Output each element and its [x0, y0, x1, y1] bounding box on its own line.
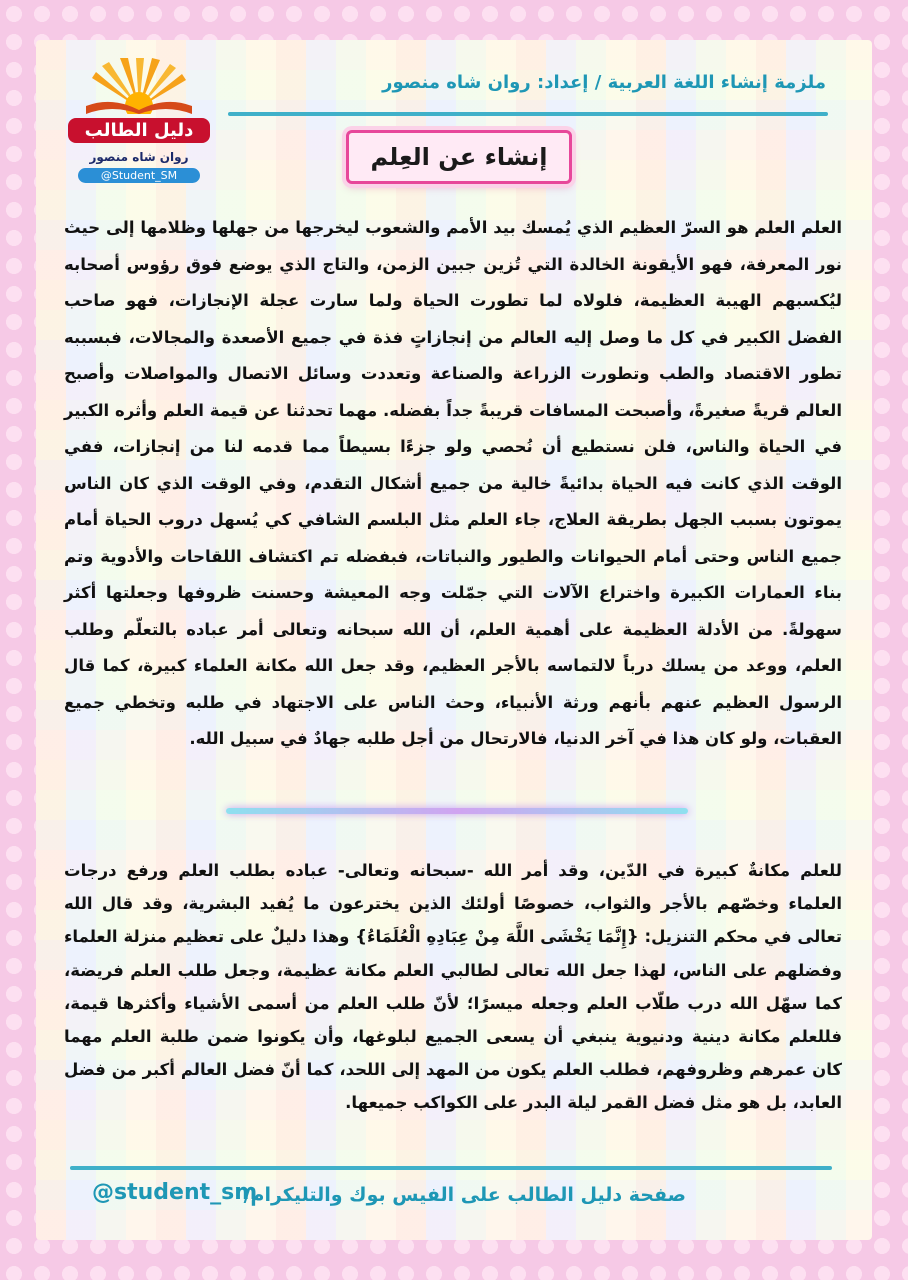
page-title: إنشاء عن العِلم: [370, 143, 548, 171]
logo-author: روان شاه منصور: [89, 150, 189, 164]
logo-title: دليل الطالب: [68, 118, 210, 143]
footer-handle: @student_sm: [92, 1180, 258, 1205]
footer-divider: [70, 1166, 832, 1170]
footer-text: صفحة دليل الطالب على الفيس بوك والتليكرام/: [243, 1184, 686, 1206]
header-divider: [228, 112, 828, 116]
site-logo: [68, 58, 210, 190]
paragraph-2: للعلم مكانةٌ كبيرة في الدّين، وقد أمر الله -سبحانه وتعالى- عباده بطلب العلم ورفع درجات العلماء وخصّهم بالأجر والثواب، خصوصًا أولئك الذين يخترعون ما يُفيد البشرية، وقد قال الله تعالى في محكم التنزيل: {إِنَّمَا يَخْشَى اللَّهَ مِنْ عِبَادِهِ الْعُلَمَاءُ} وهذا دليلٌ على تعظيم منزلة العلماء وفضلهم على الناس، لهذا جعل الله تعالى لطالبي العلم مكانة عظيمة، وجعل طلب العلم فريضة، كما سهّل الله درب طلّاب العلم وجعله ميسرًا؛ لأنّ طلب العلم من أسمى الأشياء وأكثرها قيمة، فللعلم مكانة دينية ودنيوية ينبغي أن يسعى الجميع لبلوغها، وأن يكونوا ضمن طلبة العلم مهما كان عمرهم وظروفهم، فطلب العلم يكون من المهد إلى اللحد، كما أنّ فضل العالم أكبر من فضل العابد، بل هو مثل فضل القمر ليلة البدر على الكواكب جميعها.: [64, 861, 842, 1113]
logo-handle: @Student_SM: [78, 168, 200, 183]
section-divider: [226, 808, 688, 814]
title-frame: [346, 130, 572, 184]
header-title: ملزمة إنشاء اللغة العربية / إعداد: روان شاه منصور: [382, 72, 826, 93]
sun-book-icon: [82, 58, 196, 114]
paragraph-1: العلم العلم هو السرّ العظيم الذي يُمسك بيد الأمم والشعوب ليخرجها من جهلها وظلامها إلى حيث نور المعرفة، فهو الأيقونة الخالدة التي تُزين جبين الزمن، والتاج الذي يوضع فوق رؤوس أصحابه ليُكسبهم الهيبة العظيمة، فلولاه لما تطورت الحياة ولما سارت عجلة الإنجازات، فهو صاحب الفضل الكبير في كل ما وصل إليه العالم من إنجازاتٍ فذة في جميع الأصعدة والمجالات، فبسببه تطور الاقتصاد والطب وتطورت الزراعة والصناعة وتعددت وسائل الاتصال والمواصلات وأصبح العالم قريةً صغيرةً، وأصبحت المسافات قريبةً جداً بفضله. مهما تحدثنا عن قيمة العلم وأثره الكبير في الحياة والناس، فلن نستطيع أن نُحصي ولو جزءًا بسيطاً مما قدمه لنا من إنجازات، ففي الوقت الذي كانت فيه الحياة بدائيةً خالية من جميع أشكال التقدم، وفي الوقت الذي كان الناس يموتون بسبب الجهل بطريقة العلاج، جاء العلم مثل البلسم الشافي كي يُسهل دروب الحياة أمام جميع الناس وحتى أمام الحيوانات والطيور والنباتات، فبفضله تم اكتشاف اللقاحات والأدوية وتم بناء العمارات الكبيرة واختراع الآلات التي جمّلت وجه المعيشة وحسنت ظروفها وجعلتها أكثر سهولةً. من الأدلة العظيمة على أهمية العلم، أن الله سبحانه وتعالى أمر عباده بالتعلّم وطلب العلم، ووعد من يسلك درباً لالتماسه بالأجر العظيم، وقد جعل الله مكانة العلماء كبيرة، كما قال الرسول العظيم عنهم بأنهم ورثة الأنبياء، وحث الناس على الاجتهاد في طلبه وتخطي جميع العقبات، ولو كان هذا في آخر الدنيا، فالارتحال من أجل طلبه جهادٌ في سبيل الله.: [64, 218, 842, 748]
